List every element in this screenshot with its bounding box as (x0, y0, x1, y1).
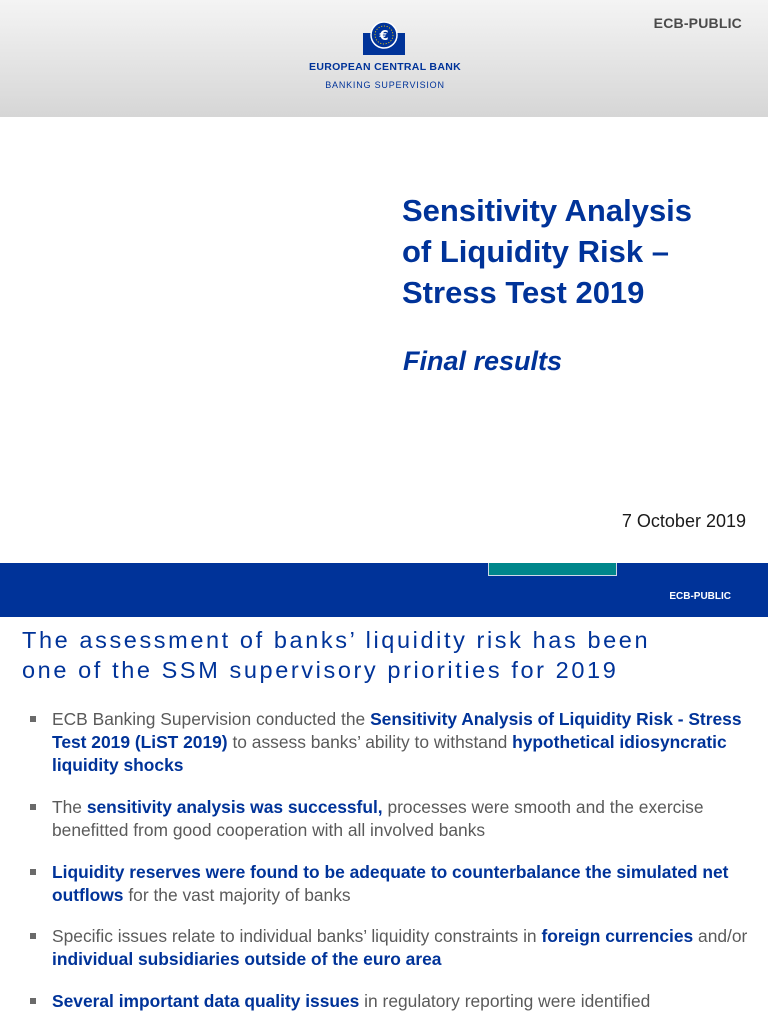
ecb-name: EUROPEAN CENTRAL BANK (309, 61, 461, 73)
svg-text:€: € (379, 29, 389, 44)
bullet-item (30, 925, 755, 971)
bullet-highlight: sensitivity analysis was successful, (86, 797, 383, 817)
heading-line: The assessment of banks’ liquidity risk has been (22, 627, 651, 653)
bullet-square-icon (30, 933, 36, 939)
classification-label: ECB-PUBLIC (669, 591, 731, 602)
teal-accent-tab (488, 563, 617, 576)
bullet-text: to assess banks’ ability to withstand (227, 732, 513, 752)
slide1-header (0, 0, 768, 117)
classification-label: ECB-PUBLIC (653, 15, 742, 31)
bullet-square-icon (30, 804, 36, 810)
presentation-title (402, 190, 752, 313)
bullet-highlight: individual subsidiaries outside of the euro area (52, 949, 442, 969)
bullet-square-icon (30, 716, 36, 722)
bullet-highlight: hypothetical idiosyncratic liquidity shocks (52, 732, 727, 775)
bullet-item (30, 990, 755, 1013)
bullet-highlight: Sensitivity Analysis of Liquidity Risk - Stress Test 2019 (LiST 2019) (52, 709, 742, 752)
presentation-date: 7 October 2019 (621, 511, 746, 531)
ecb-subtitle: BANKING SUPERVISION (325, 80, 445, 90)
bullet-highlight: Several important data quality issues (52, 991, 360, 1011)
bullet-text: ECB Banking Supervision conducted the (52, 709, 371, 729)
bullet-item (30, 796, 755, 842)
bullet-square-icon (30, 998, 36, 1004)
bullet-item (30, 861, 755, 907)
bullet-highlight: Liquidity reserves were found to be adequate to counterbalance the simulated net outflows (52, 862, 729, 905)
bullet-text: for the vast majority of banks (123, 885, 351, 905)
bullet-highlight: foreign currencies (541, 926, 694, 946)
title-line: Stress Test 2019 (402, 275, 645, 310)
bullet-text: in regulatory reporting were identified (359, 991, 651, 1011)
bullet-item (30, 708, 755, 777)
slide2-header-band (0, 563, 768, 617)
bullet-list (30, 708, 755, 1013)
euro-emblem-icon (363, 21, 405, 55)
title-line: Sensitivity Analysis (402, 193, 693, 228)
ecb-logo (300, 17, 470, 97)
bullet-text: and/or (693, 926, 748, 946)
bullet-square-icon (30, 869, 36, 875)
slide2-heading (22, 625, 762, 685)
title-line: of Liquidity Risk – (402, 234, 669, 269)
bullet-text: The (52, 797, 87, 817)
heading-line: one of the SSM supervisory priorities for 2019 (22, 657, 619, 683)
presentation-subtitle: Final results (403, 346, 563, 376)
bullet-text: Specific issues relate to individual banks’ liquidity constraints in (52, 926, 542, 946)
bullet-text: processes were smooth and the exercise benefitted from good cooperation with all involved banks (52, 797, 704, 840)
